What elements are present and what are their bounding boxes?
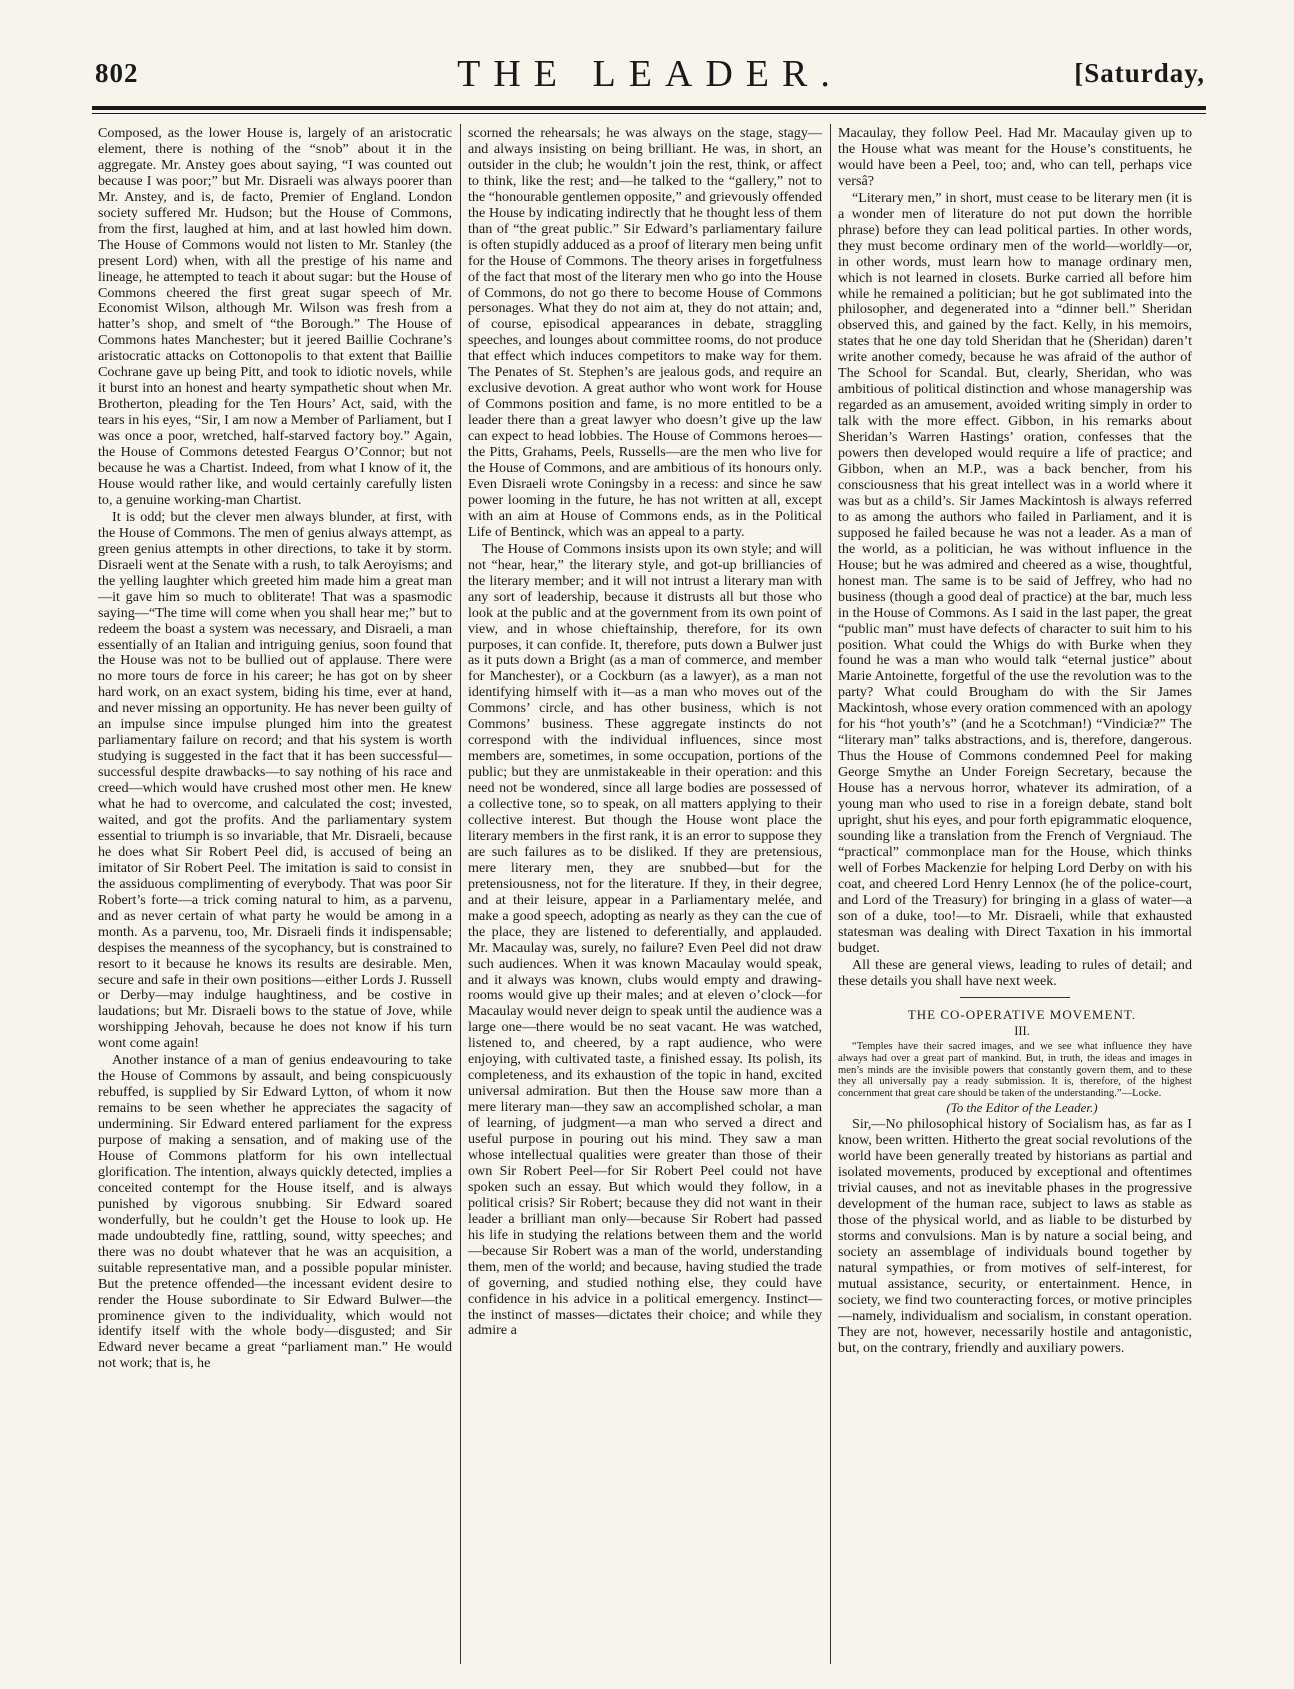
paragraph: Sir,—No philosophical history of Socialism has, as far as I know, been written. Hitherto the great social revolutions of the world have been generally treated by historians as partial and isolated movements, produced by exceptional and oftentimes trivial causes, and not as inevitable phases in the progressive development of the human race, subject to laws as stable as those of the physical world, and as liable to be disturbed by storms and convulsions. Man is by nature a social being, and society an assemblage of individuals bound together by natural sympathies, or from motives of self-interest, for mutual assistance, security, or entertainment. Hence, in society, we find two counteracting forces, or motive principles—namely, individualism and socialism, in constant operation. They are not, however, necessarily hostile and antagonistic, but, on the contrary, friendly and auxiliary powers. xyxy=(838,1116,1192,1356)
paragraph: All these are general views, leading to rules of detail; and these details you shall have next week. xyxy=(838,956,1192,989)
editor-note: (To the Editor of the Leader.) xyxy=(946,1100,1098,1116)
page-number: 802 xyxy=(95,58,139,88)
column-2 xyxy=(468,126,822,1656)
header-rule-thin xyxy=(92,113,1206,114)
page-header xyxy=(95,52,1205,104)
column-divider-2 xyxy=(830,124,831,1664)
paragraph: Composed, as the lower House is, largely of an aristocratic element, there is nothing of the “snob” about it in the aggregate. Mr. Anstey goes about saying, “I was counted out because I was poor;” but Mr. Disraeli was always poorer than Mr. Anstey, and is, de facto, Premier of England. London society suffered Mr. Hudson; but the House of Commons, from the first, laughed at him, and at last howled him down. The House of Commons would not listen to Mr. Stanley (the present Lord) when, with all the prestige of his name and lineage, he attempted to teach it about sugar: but the House of Commons cheered the first great sugar speech of Mr. Economist Wilson, although Mr. Wilson was fresh from a hatter’s shop, and smelt of “the Borough.” The House of Commons hates Manchester; but it jeered Baillie Cochrane’s aristocratic attacks on Cottonopolis to that extent that Baillie Cochrane gave up being Pitt, and took to idiotic novels, while it burst into an honest and hearty sympathetic shout when Mr. Brotherton, pleading for the Ten Hours’ Act, said, with the tears in his eyes, “Sir, I am now a Member of Parliament, but I was once a poor, wretched, half-starved factory boy.” Again, the House of Commons detested Feargus O’Connor; but not because he was a Chartist. Indeed, from what I know of it, the House would rather like, and would certainly carefully listen to, a genuine working-man Chartist. xyxy=(98,126,452,508)
paragraph: “Literary men,” in short, must cease to be literary men (it is a wonder men of literature do not put down the horrible phrase) before they can lead political parties. In other words, they must become ordinary men of the world—worldly—or, in other words, must learn how to manage ordinary men, which is not learned in closets. Burke carried all before him while he remained a politician; but he got sublimated into the philosopher, and degenerated into a “dinner bell.” Sheridan observed this, and gained by the fact. Kelly, in his memoirs, states that he one day told Sheridan that he (Sheridan) daren’t write another comedy, because he was afraid of the author of The School for Scandal. But, clearly, Sheridan, who was ambitious of political distinction and whose managership was regarded as an amusement, avoided writing simply in order to talk with the more effect. Gibbon, in his remarks about Sheridan’s Warren Hastings’ oration, confesses that the powers then developed would require a life of practice; and Gibbon, when an M.P., was a back bencher, from his consciousness that his great intellect was in a world where it was but as a child’s. Sir James Mackintosh is always referred to as among the authors who failed in Parliament, and it is supposed he failed because he was not a leader. As a man of the world, as a politician, he was without influence in the House; but he was admired and cheered as a wise, thoughtful, honest man. The same is to be said of Jeffrey, who had no business (though a good deal of practice) at the bar, much less in the House of Commons. As I said in the last paper, the great “public man” must have defects of character to suit him to his position. What could the Whigs do with Burke when they found he was a man who would talk “eternal justice” about Marie Antoinette, forgetful of the use the revolution was to the party? What could Brougham do with the Sir James Mackintosh, whose every oration commenced with an apology for his “hot youth’s” (and he a Scotchman!) “Vindiciæ?” The “literary man” talks abstractions, and is, therefore, dangerous. Thus the House of Commons condemned Peel for making George Smythe an Under Foreign Secretary, because the House has a nervous horror, whatever its admiration, of a young man who used to rise in a foreign debate, stand bolt upright, shut his eyes, and pour forth epigrammatic eloquence, sounding like a translation from the French of Vergniaud. The “practical” commonplace man for the House, which thinks well of Forbes Mackenzie for helping Lord Derby on with his coat, and cheered Lord Henry Lennox (he of the police-court, and Lord of the Treasury) for bringing in a glass of water—a son of a duke, too!—to Mr. Disraeli, while that exhausted statesman was dealing with Direct Taxation in his immortal budget. xyxy=(838,189,1192,956)
epigraph: “Temples have their sacred images, and we see what influence they have always had over a great part of mankind. But, in truth, the ideas and images in men’s minds are the invisible powers that constantly govern them, and to these they all universally pay a ready submission. It is, therefore, of the highest concernment that great care should be taken of the understanding.”—Locke. xyxy=(838,1041,1192,1099)
masthead-title: THE LEADER. xyxy=(457,53,843,95)
header-rule-thick xyxy=(92,106,1206,110)
section-number: III. xyxy=(1014,1024,1030,1039)
date-label: [Saturday, xyxy=(1074,58,1205,88)
paragraph: The House of Commons insists upon its own style; and will not “hear, hear,” the literary style, and got-up brilliancies of the literary member; and it will not intrust a literary man with any sort of leadership, because it distrusts all but those who look at the public and at the government from its own point of view, and in whose chieftainship, therefore, for its own purposes, it can confide. It, therefore, puts down a Bulwer just as it puts down a Bright (as a man of commerce, and member for Manchester), or a Cockburn (as a lawyer), as a man not identifying himself with it—as a man who moves out of the Commons’ circle, and has other business, which is not Commons’ business. These aggregate instincts do not correspond with the individual influences, since most members are, sometimes, in some occupation, portions of the public; but they are unmistakeable in their operation: and this need not be wondered, since all large bodies are possessed of a collective tone, so to speak, on all matters applying to their collective interest. But though the House wont place the literary members in the first rank, it is an error to suppose they are such failures as to be disliked. If they are pretensious, mere literary men, they are snubbed—but for the pretensiousness, not for the literature. If they, in their degree, and at their leisure, appear in a Parliamentary melée, and make a good speech, adopting as nearly as they can the cue of the place, they are listened to deferentially, and applauded. Mr. Macaulay was, surely, no failure? Even Peel did not draw such audiences. When it was known Macaulay would speak, and it always was known, clubs would empty and drawing-rooms would give up their males; and at eleven o’clock—for Macaulay would never deign to speak until the audience was a large one—there would be no seat vacant. He was watched, listened to, and cheered, by a rapt audience, who were enjoying, with cultivated taste, a finished essay. Its polish, its completeness, and its exhaustion of the topic in hand, excited universal admiration. But then the House saw more than a mere literary man—they saw an accomplished scholar, a man of learning, of judgment—a man who served a direct and useful purpose in pouring out his mind. They saw a man whose intellectual qualities were greater than those of their own Sir Robert Peel—for Sir Robert Peel could not have spoken such an essay. But which would they follow, in a political crisis? Sir Robert; because they did not want in their leader a brilliant man only—because Sir Robert had passed his life in studying the relations between them and the world—because Sir Robert was a man of the world, understanding them, men of the world; and because, having studied the trade of governing, and studied nothing else, they could have confidence in his advice in a political emergency. Instinct—the instinct of masses—dictates their choice; and while they admire a xyxy=(468,540,822,1339)
column-3 xyxy=(838,126,1192,1656)
section-title: THE CO-OPERATIVE MOVEMENT. xyxy=(907,1007,1137,1023)
paragraph: Macaulay, they follow Peel. Had Mr. Macaulay given up to the House what was meant for the House’s constituents, he would have been a Peel, too; and, who can tell, perhaps vice versâ? xyxy=(838,126,1192,189)
column-1 xyxy=(98,126,452,1656)
column-divider-1 xyxy=(460,124,461,1664)
paragraph: Another instance of a man of genius endeavouring to take the House of Commons by assault, and being conspicuously rebuffed, is supplied by Sir Edward Lytton, of whom it now remains to be seen whether he appreciates the sagacity of undermining. Sir Edward entered parliament for the express purpose of making a sensation, and of making use of the House of Commons platform for his own intellectual glorification. The intention, always quickly detected, implies a conceited contempt for the House itself, and is always punished by vigorous snubbing. Sir Edward soared wonderfully, but he couldn’t get the House to look up. He made undoubtedly fine, rattling, sound, witty speeches; and there was no doubt whatever that he was an acquisition, a suitable representative man, and a possible popular minister. But the pretence offended—the incessant evident desire to render the House subordinate to Sir Edward Bulwer—the prominence given to the individuality, which would not identify itself with the whole body—disgusted; and Sir Edward never became a great “parliament man.” He would not work; that is, he xyxy=(98,1052,452,1372)
section-divider xyxy=(960,997,1070,998)
paragraph: It is odd; but the clever men always blunder, at first, with the House of Commons. The men of genius always attempt, as green genius attempts in other directions, to take it by storm. Disraeli went at the Senate with a rush, to talk Aeroyisms; and the yelling laughter which greeted him made him a great man—it gave him so much to obliterate! That was a spasmodic saying—“The time will come when you shall hear me;” but to redeem the boast a system was necessary, and Disraeli, a man essentially of an Italian and intriguing genius, soon found that the House was not to be bullied out of applause. There were no more tours de force in his career; he has got on by sheer hard work, on an exact system, biding his time, ever at hand, and never missing an opportunity. He has never been guilty of an impulse since impulse plunged him into the greatest parliamentary failure on record; and that his system is worth studying is suggested in the fact that it has been successful—successful despite drawbacks—to say nothing of his race and creed—which would have crushed most other men. He knew what he had to overcome, and calculated the cost; invested, waited, and got the profits. And the parliamentary system essential to triumph is so invariable, that Mr. Disraeli, because he does what Sir Robert Peel did, is accused of being an imitator of Sir Robert Peel. The imitation is said to consist in the assiduous complimenting of everybody. That was poor Sir Robert’s forte—a trick coming natural to him, as a parvenu, and as never certain of what party he would be among in a month. As a parvenu, too, Mr. Disraeli finds it indispensable; despises the meanness of the sycophancy, but is constrained to resort to it because he knows its results are desirable. Men, secure and safe in their own positions—either Lords J. Russell or Derby—may indulge haughtiness, and be costive in laudations; but Mr. Disraeli bows to the statue of Jove, while worshipping Jehovah, because he does not know if his turn wont come again! xyxy=(98,508,452,1052)
paragraph: scorned the rehearsals; he was always on the stage, stagy—and always insisting on being brilliant. He was, in short, an outsider in the club; he wouldn’t join the rest, think, or affect to think, like the rest; and—he talked to the “gallery,” not to the “honourable gentlemen opposite,” and grievously offended the House by indicating indirectly that he thought less of them than of “the great public.” Sir Edward’s parliamentary failure is often stupidly adduced as a proof of literary men being unfit for the House of Commons. The theory arises in forgetfulness of the fact that most of the literary men who go into the House of Commons, do not go there to become House of Commons personages. What they do not aim at, they do not attain; and, of course, episodical appearances in debate, straggling speeches, and lounges about committee rooms, do not produce that effect which induces competitors to make way for them. The Penates of St. Stephen’s are jealous gods, and require an exclusive devotion. A great author who wont work for House of Commons position and fame, is no more entitled to be a leader there than a great lawyer who doesn’t give up the law can expect to head lobbies. The House of Commons heroes—the Pitts, Grahams, Peels, Russells—are the men who live for the House of Commons, and are ambitious of its honours only. Even Disraeli wrote Coningsby in a recess: and since he saw power looming in the future, he has not written at all, except with an aim at House of Commons ends, as in the Political Life of Bentinck, which was an appeal to a party. xyxy=(468,126,822,540)
